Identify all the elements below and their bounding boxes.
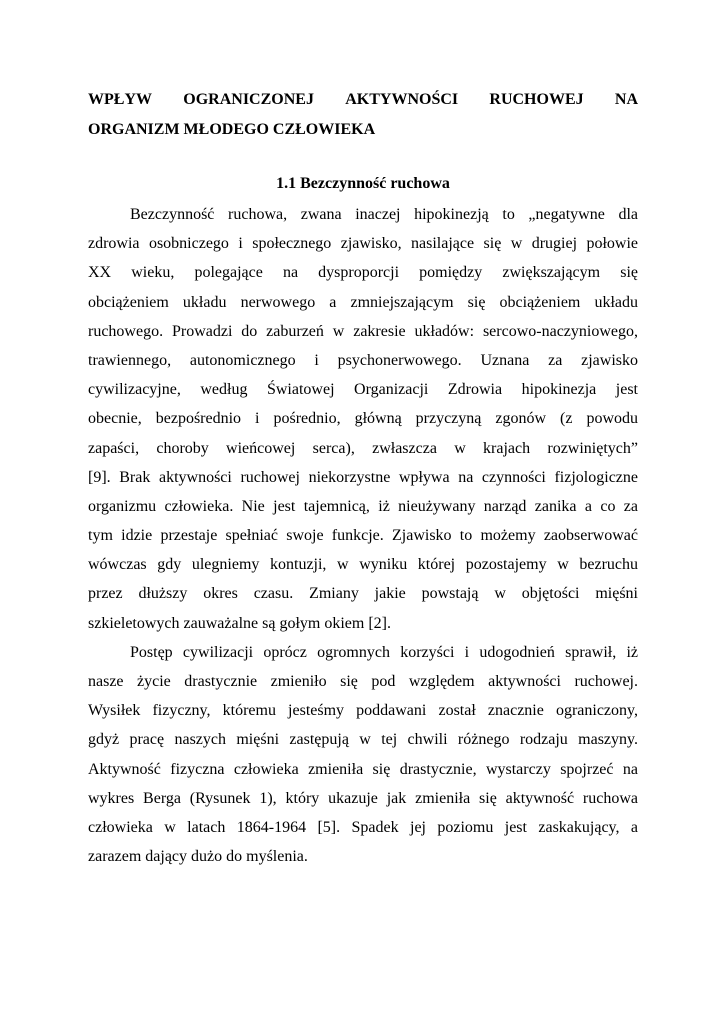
text-line: ruchowego. Prowadzi do zaburzeń w zakresie układów: sercowo-naczyniowego, bbox=[88, 322, 638, 340]
text-line: wówczas gdy ulegniemy kontuzji, w wyniku której pozostajemy w bezruchu bbox=[88, 556, 638, 574]
text-line: Aktywność fizyczna człowieka zmieniła się drastycznie, wystarczy spojrzeć na bbox=[88, 760, 638, 778]
text-line: szkieletowych zauważalne są gołym okiem [2]. bbox=[88, 614, 391, 632]
text-line: [9]. Brak aktywności ruchowej niekorzystne wpływa na czynności fizjologiczne bbox=[88, 468, 638, 486]
text-line: zapaści, choroby wieńcowej serca), zwłaszcza w krajach rozwiniętych” bbox=[88, 439, 638, 457]
text-line: nasze życie drastycznie zmieniło się pod względem aktywności ruchowej. bbox=[88, 673, 638, 690]
title-word: RUCHOWEJ bbox=[489, 91, 584, 108]
body-text bbox=[88, 200, 638, 871]
text-line: przez dłuższy okres czasu. Zmiany jakie powstają w objętości mięśni bbox=[88, 585, 638, 603]
title-word: OGRANICZONEJ bbox=[183, 91, 314, 108]
text-line: XX wieku, polegające na dysproporcji pomiędzy zwiększającym się bbox=[88, 264, 638, 282]
text-line: obecnie, bezpośrednio i pośrednio, główną przyczyną zgonów (z powodu bbox=[88, 410, 638, 428]
text-line: cywilizacyjne, według Światowej Organizacji Zdrowia hipokinezja jest bbox=[88, 381, 638, 399]
title-word: WPŁYW bbox=[88, 91, 152, 108]
title-line-2: ORGANIZM MŁODEGO CZŁOWIEKA bbox=[88, 121, 376, 138]
title-line-1 bbox=[88, 85, 638, 115]
text-line: zdrowia osobniczego i społecznego zjawisko, nasilające się w drugiej połowie bbox=[88, 235, 638, 253]
paragraph-1 bbox=[88, 200, 638, 638]
text-line: Postęp cywilizacji oprócz ogromnych korzyści i udogodnień sprawił, iż bbox=[130, 643, 638, 661]
text-line: wykres Berga (Rysunek 1), który ukazuje jak zmieniła się aktywność ruchowa bbox=[88, 789, 638, 807]
title-word: NA bbox=[614, 91, 638, 108]
text-line: Wysiłek fizyczny, któremu jesteśmy poddawani został znacznie ograniczony, bbox=[88, 702, 638, 720]
text-line: człowieka w latach 1864-1964 [5]. Spadek jej poziomu jest zaskakujący, a bbox=[88, 818, 638, 836]
text-line: gdyż pracę naszych mięśni zastępują w tej chwili różnego rodzaju maszyny. bbox=[88, 731, 638, 749]
title-word: AKTYWNOŚCI bbox=[345, 91, 459, 108]
text-line: zarazem dający dużo do myślenia. bbox=[88, 848, 308, 866]
text-line: organizmu człowieka. Nie jest tajemnicą, iż nieużywany narząd zanika a co za bbox=[88, 497, 638, 515]
text-line: tym idzie przestaje spełniać swoje funkcje. Zjawisko to możemy zaobserwować bbox=[88, 527, 638, 545]
text-line: Bezczynność ruchowa, zwana inaczej hipokinezją to „negatywne dla bbox=[130, 206, 638, 223]
document-title bbox=[88, 85, 638, 145]
text-line: trawiennego, autonomicznego i psychonerwowego. Uznana za zjawisko bbox=[88, 351, 638, 369]
text-line: obciążeniem układu nerwowego a zmniejszającym się obciążeniem układu bbox=[88, 293, 638, 311]
document-page bbox=[88, 0, 638, 1024]
section-heading: 1.1 Bezczynność ruchowa bbox=[276, 175, 450, 192]
paragraph-2 bbox=[88, 638, 638, 872]
